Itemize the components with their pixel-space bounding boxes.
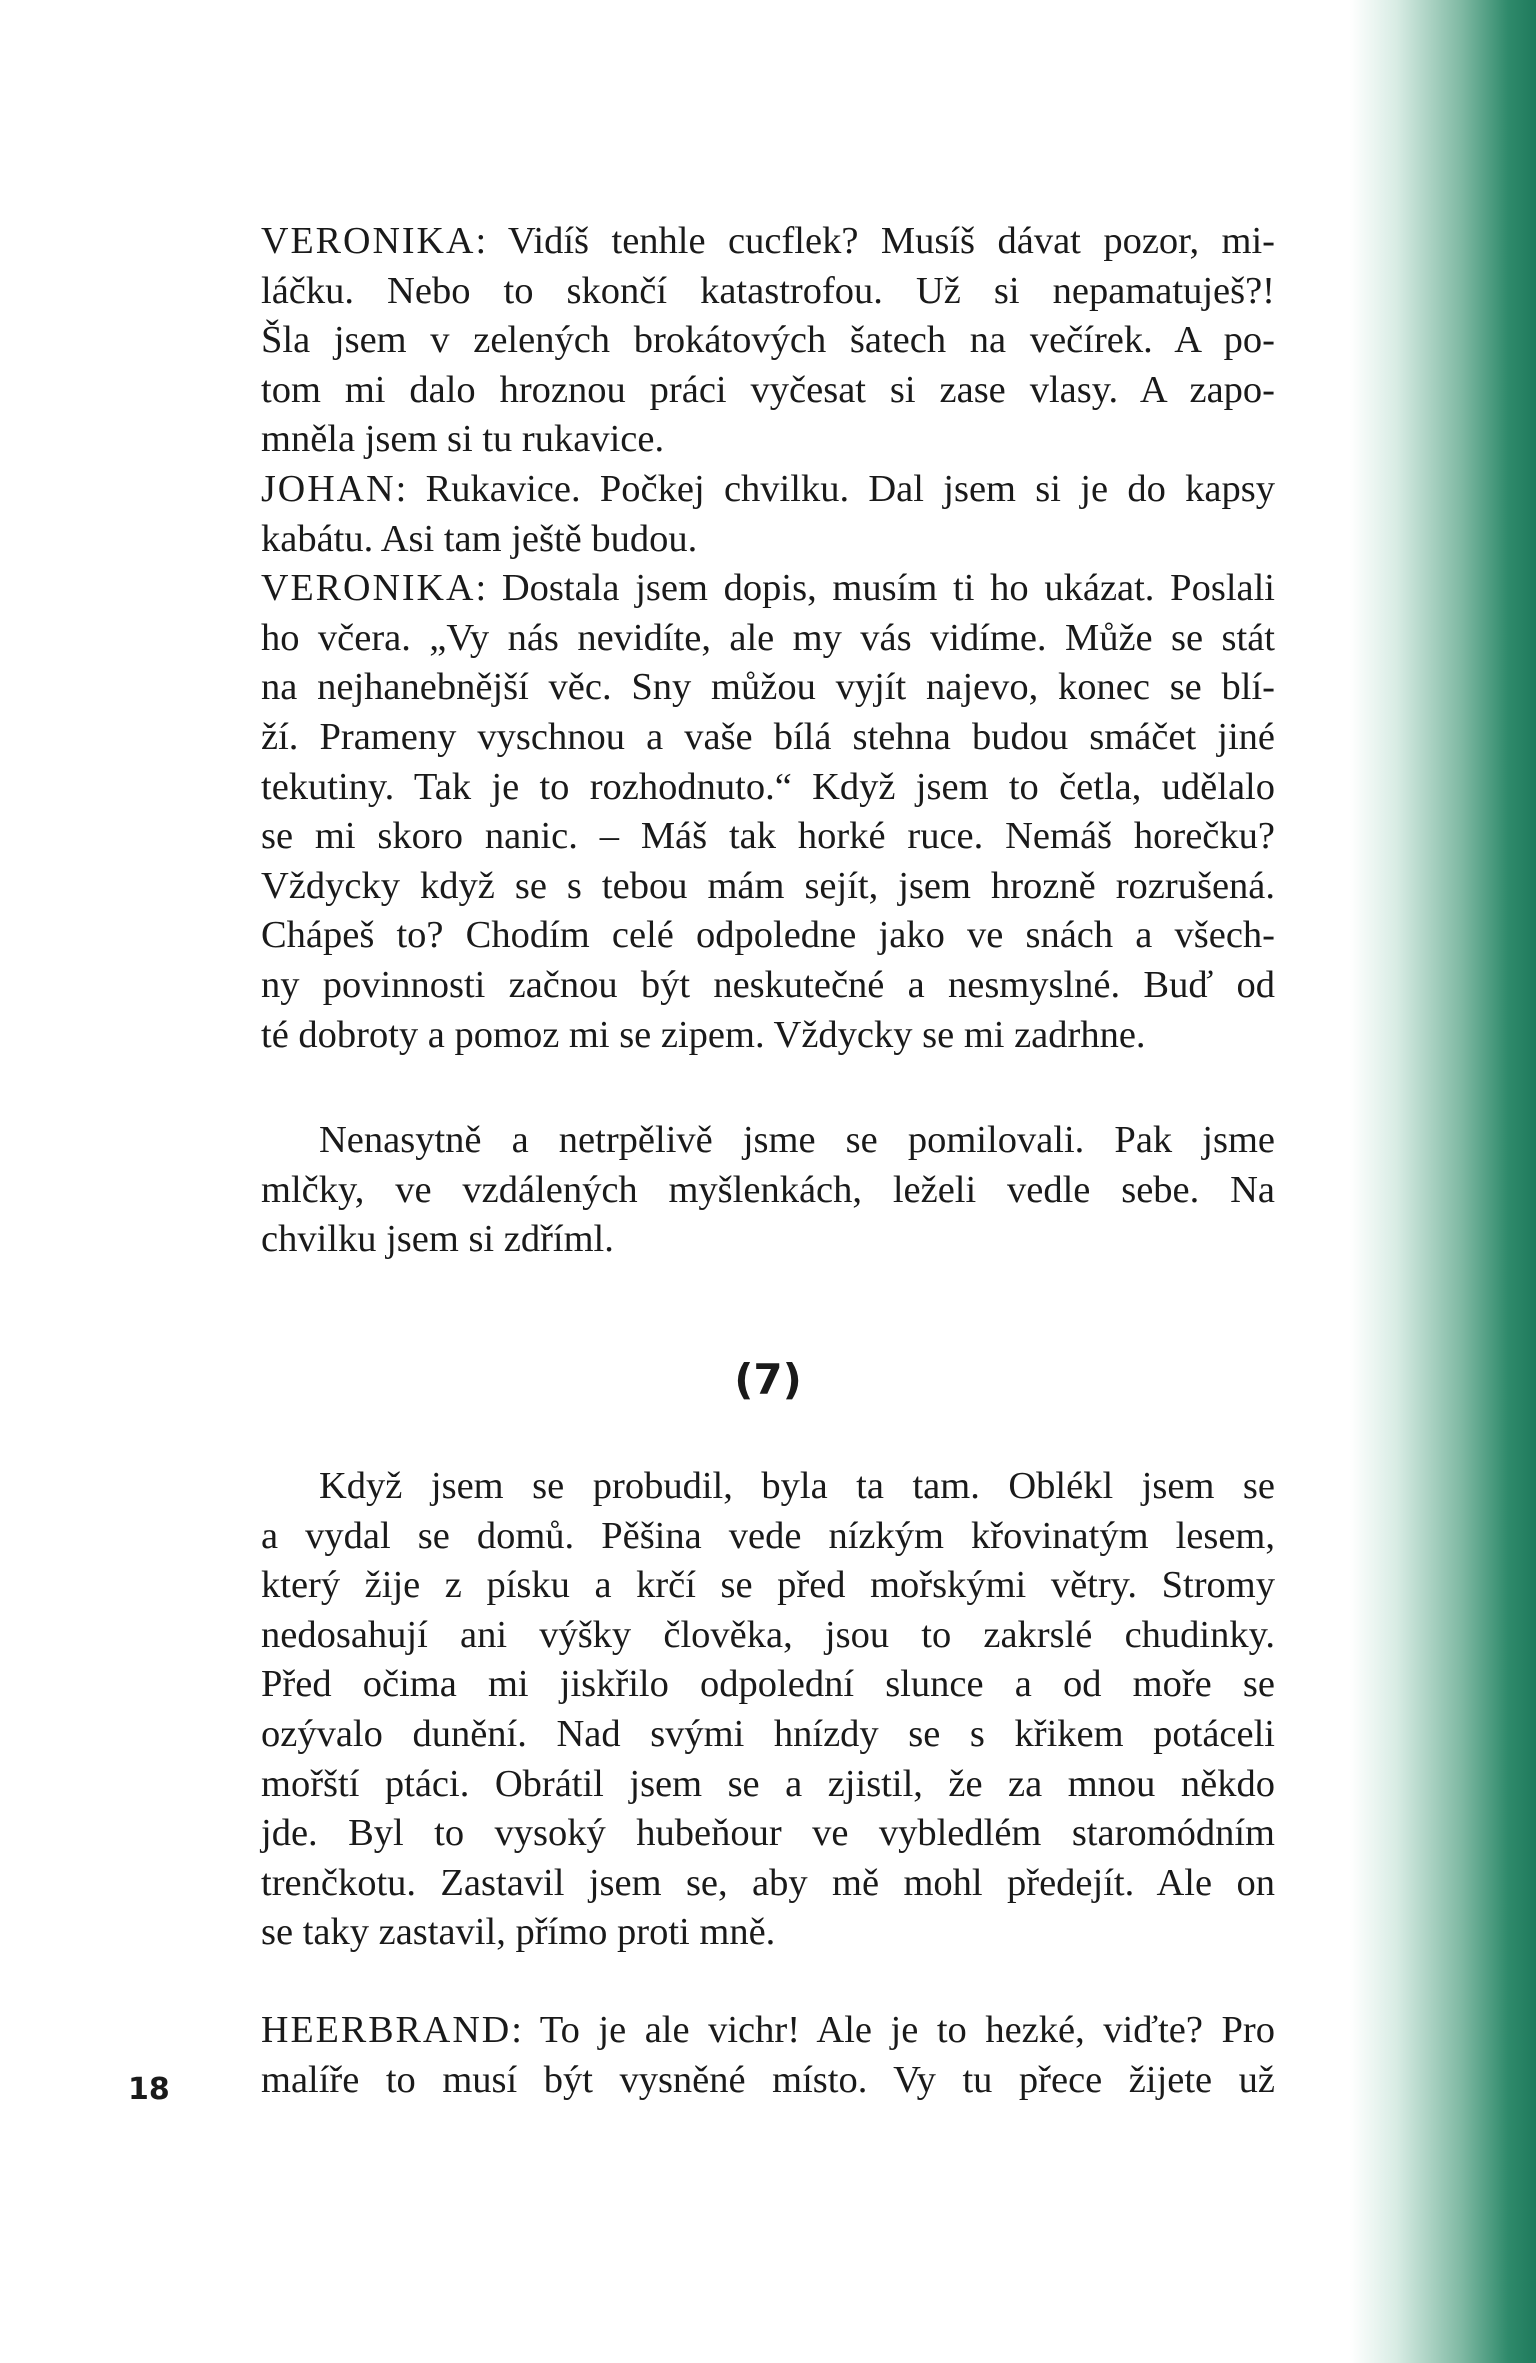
text-line: se taky zastavil, přímo proti mně.: [261, 1911, 776, 1954]
text-line: Šla jsem v zelených brokátových šatech na večírek. A po-: [261, 319, 1275, 362]
text-line: Před očima mi jiskřilo odpolední slunce a od moře se: [261, 1663, 1275, 1706]
dialogue-block: [261, 2006, 1275, 2105]
page-number: 18: [128, 2072, 170, 2107]
text-line: a vydal se domů. Pěšina vede nízkým křovinatým lesem,: [261, 1514, 1275, 1557]
text-line: se mi skoro nanic. – Máš tak horké ruce. Nemáš horečku?: [261, 815, 1275, 858]
text-line: Když jsem se probudil, byla ta tam. Oblékl jsem se: [319, 1465, 1275, 1507]
text-line: Chápeš to? Chodím celé odpoledne jako ve snách a všech-: [261, 914, 1275, 957]
text-line: chvilku jsem si zdříml.: [261, 1218, 614, 1261]
text-line: mněla jsem si tu rukavice.: [261, 418, 665, 461]
paragraph: [261, 1116, 1275, 1265]
speaker-name: HEERBRAND: [261, 2009, 512, 2051]
text-line: který žije z písku a krčí se před mořskými větry. Stromy: [261, 1564, 1275, 1607]
chapter-heading: (7): [734, 1355, 802, 1404]
dialogue-block: [261, 217, 1275, 1060]
text-line: té dobroty a pomoz mi se zipem. Vždycky se mi zadrhne.: [261, 1013, 1146, 1056]
text-line: malíře to musí být vysněné místo. Vy tu přece žijete už: [261, 2058, 1275, 2101]
text-line: ny povinnosti začnou být neskutečné a nesmyslné. Buď od: [261, 963, 1275, 1006]
text-line: VERONIKA: Dostala jsem dopis, musím ti ho ukázat. Poslali: [261, 567, 1275, 610]
text-line: mořští ptáci. Obrátil jsem se a zjistil, že za mnou někdo: [261, 1762, 1275, 1805]
text-line: mlčky, ve vzdálených myšlenkách, leželi vedle sebe. Na: [261, 1168, 1275, 1211]
text-line: tekutiny. Tak je to rozhodnuto.“ Když jsem to četla, udělalo: [261, 765, 1275, 808]
paragraph: [261, 1462, 1275, 1958]
text-line: na nejhanebnější věc. Sny můžou vyjít najevo, konec se blí-: [261, 666, 1275, 709]
text-line: jde. Byl to vysoký hubeňour ve vybledlém staromódním: [261, 1812, 1275, 1855]
text-line: kabátu. Asi tam ještě budou.: [261, 517, 698, 560]
text-line: HEERBRAND: To je ale vichr! Ale je to hezké, viďte? Pro: [261, 2009, 1275, 2051]
speaker-name: VERONIKA: [261, 567, 476, 610]
speaker-name: JOHAN: [261, 467, 396, 510]
text-line: VERONIKA: Vidíš tenhle cucflek? Musíš dávat pozor, mi-: [261, 220, 1275, 262]
text-line: ží. Prameny vyschnou a vaše bílá stehna budou smáčet jiné: [261, 715, 1275, 758]
text-line: ho včera. „Vy nás nevidíte, ale my vás vidíme. Může se stát: [261, 616, 1275, 659]
text-line: tom mi dalo hroznou práci vyčesat si zase vlasy. A zapo-: [261, 368, 1275, 411]
speaker-name: VERONIKA: [261, 220, 476, 262]
text-line: láčku. Nebo to skončí katastrofou. Už si nepamatuješ?!: [261, 269, 1275, 312]
text-line: trenčkotu. Zastavil jsem se, aby mě mohl předejít. Ale on: [261, 1861, 1275, 1904]
page-edge-gradient: [1350, 0, 1536, 2363]
text-line: Nenasytně a netrpělivě jsme se pomilovali. Pak jsme: [319, 1119, 1275, 1161]
text-line: nedosahují ani výšky člověka, jsou to zakrslé chudinky.: [261, 1613, 1275, 1656]
text-line: Vždycky když se s tebou mám sejít, jsem hrozně rozrušená.: [261, 864, 1275, 907]
text-line: JOHAN: Rukavice. Počkej chvilku. Dal jsem si je do kapsy: [261, 467, 1275, 510]
text-line: ozývalo dunění. Nad svými hnízdy se s křikem potáceli: [261, 1712, 1275, 1755]
